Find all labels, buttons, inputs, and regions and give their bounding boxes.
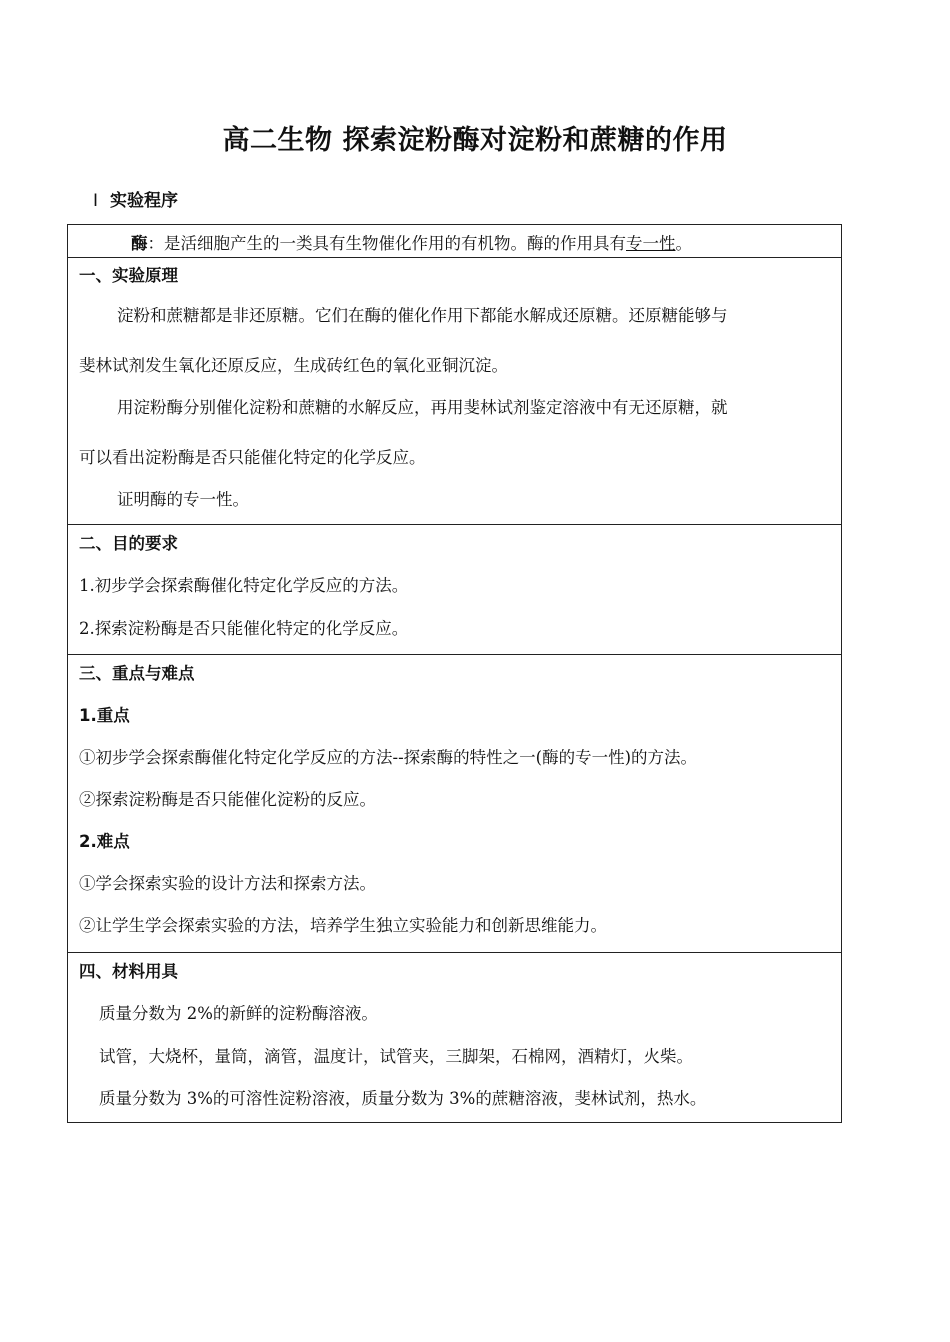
document-title: 高二生物 探索淀粉酶对淀粉和蔗糖的作用 xyxy=(222,125,728,156)
intro-underlined: 专一性 xyxy=(626,234,676,253)
keypoints-sub1-line-2: ②探索淀粉酶是否只能催化淀粉的反应。 xyxy=(79,790,376,809)
goals-line-1: 1.初步学会探索酶催化特定化学反应的方法。 xyxy=(79,576,409,595)
materials-line-3: 质量分数为 3%的可溶性淀粉溶液，质量分数为 3%的蔗糖溶液，斐林试剂，热水。 xyxy=(99,1089,707,1108)
materials-line-2: 试管，大烧杯，量筒，滴管，温度计，试管夹，三脚架，石棉网，酒精灯，火柴。 xyxy=(99,1047,693,1066)
content-table xyxy=(67,224,842,1123)
principle-line-1: 淀粉和蔗糖都是非还原糖。它们在酶的催化作用下都能水解成还原糖。还原糖能够与 xyxy=(117,306,728,325)
principle-line-5: 证明酶的专一性。 xyxy=(117,490,249,509)
keypoints-heading: 三、重点与难点 xyxy=(79,664,195,683)
part-heading xyxy=(93,186,178,211)
intro-body: ：是活细胞产生的一类具有生物催化作用的有机物。酶的作用具有 xyxy=(147,234,626,253)
keypoints-sub1-line-1: ①初步学会探索酶催化特定化学反应的方法--探索酶的特性之一(酶的专一性)的方法。 xyxy=(79,748,698,767)
principle-line-2: 斐林试剂发生氧化还原反应，生成砖红色的氧化亚铜沉淀。 xyxy=(79,356,508,375)
goals-row xyxy=(68,524,841,655)
materials-row xyxy=(68,952,841,1123)
principle-line-3: 用淀粉酶分别催化淀粉和蔗糖的水解反应，再用斐林试剂鉴定溶液中有无还原糖，就 xyxy=(117,398,728,417)
part-numeral: Ⅰ xyxy=(93,191,99,210)
principle-row xyxy=(68,257,841,525)
goals-line-2: 2.探索淀粉酶是否只能催化特定的化学反应。 xyxy=(79,619,409,638)
keypoints-sub2-line-2: ②让学生学会探索实验的方法，培养学生独立实验能力和创新思维能力。 xyxy=(79,916,607,935)
principle-line-4: 可以看出淀粉酶是否只能催化特定的化学反应。 xyxy=(79,448,426,467)
intro-row xyxy=(68,225,841,257)
materials-line-1: 质量分数为 2%的新鲜的淀粉酶溶液。 xyxy=(99,1004,378,1023)
intro-term: 酶 xyxy=(131,234,148,253)
part-label: 实验程序 xyxy=(110,191,179,211)
keypoints-sub2: 2.难点 xyxy=(79,832,130,851)
principle-heading: 一、实验原理 xyxy=(79,266,178,285)
intro-end: 。 xyxy=(675,234,692,253)
materials-heading: 四、材料用具 xyxy=(79,962,178,981)
intro-text xyxy=(131,230,692,254)
keypoints-row xyxy=(68,654,841,953)
keypoints-sub1: 1.重点 xyxy=(79,706,130,725)
keypoints-sub2-line-1: ①学会探索实验的设计方法和探索方法。 xyxy=(79,874,376,893)
goals-heading: 二、目的要求 xyxy=(79,534,178,553)
